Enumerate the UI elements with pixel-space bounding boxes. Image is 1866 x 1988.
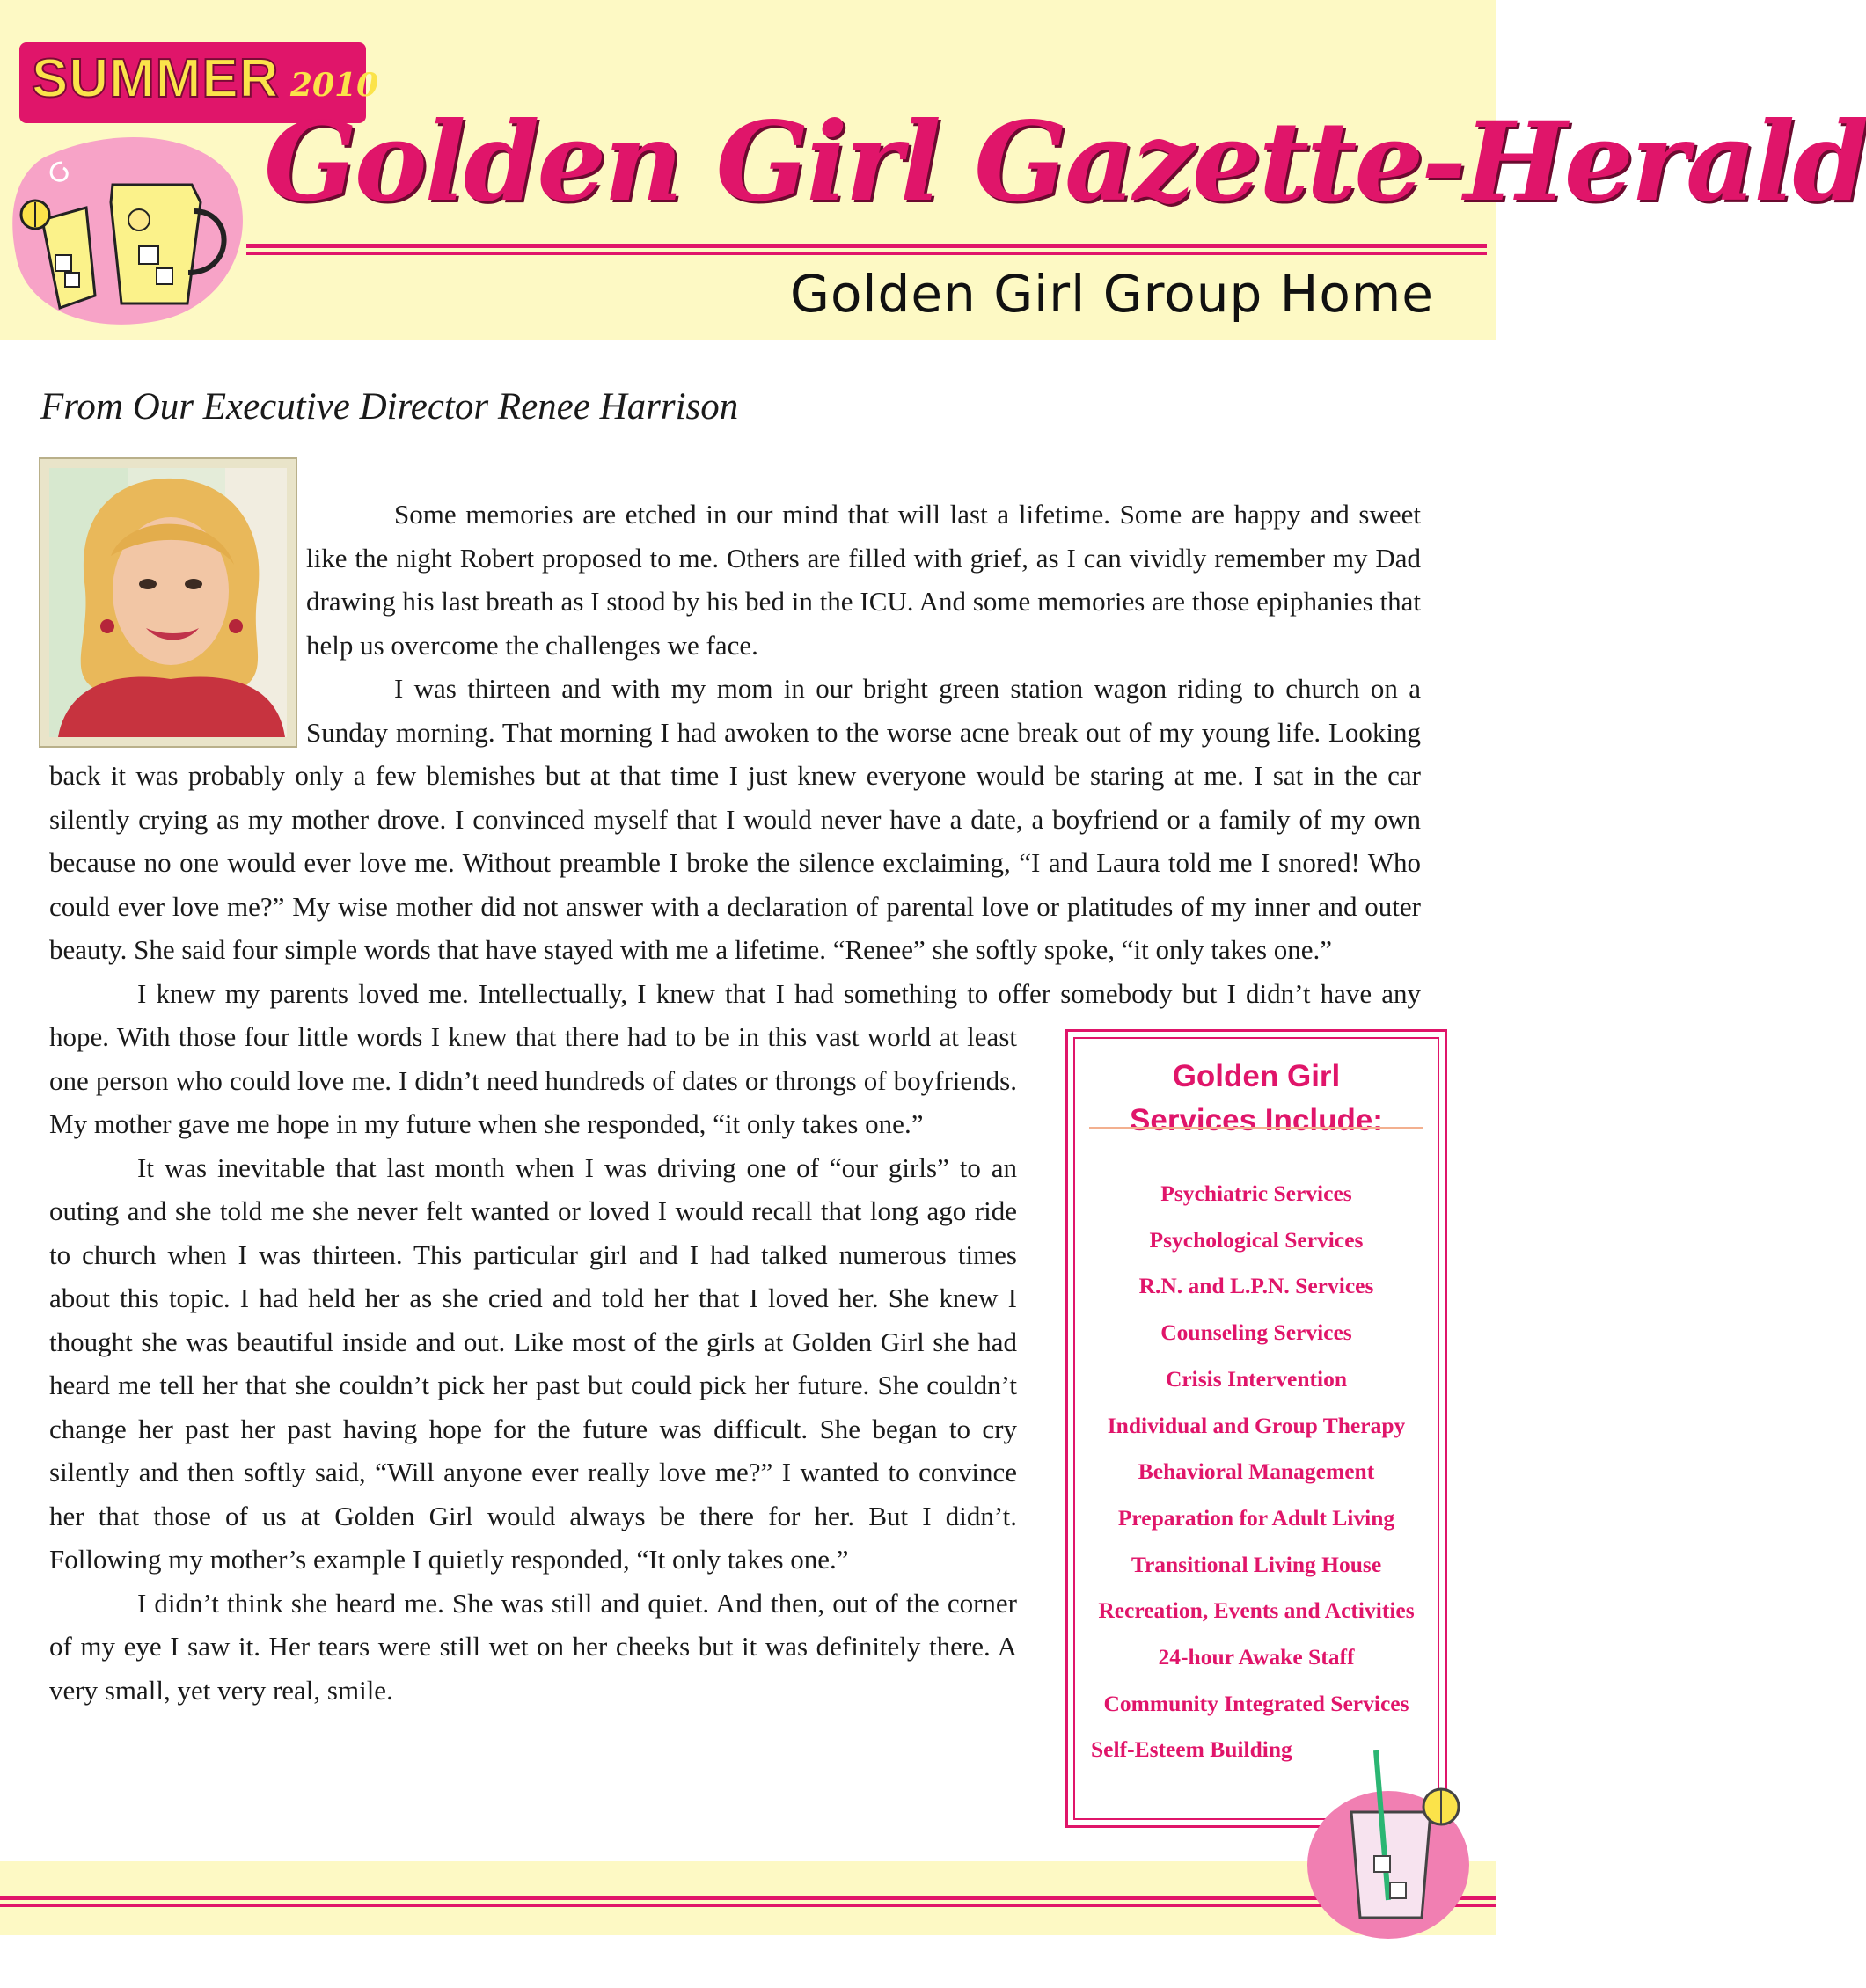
service-item: Crisis Intervention	[1165, 1365, 1348, 1392]
service-item: Community Integrated Services	[1103, 1690, 1409, 1716]
service-item: Preparation for Adult Living	[1117, 1504, 1395, 1531]
article-paragraph: I didn’t think she heard me. She was still and quiet. And then, out of the corner of my eye I saw it. Her tears were still wet on her cheeks but it was definitely there. A very small, yet very real, smile.	[49, 1587, 1017, 1706]
services-list	[1068, 1171, 1445, 1773]
service-item: 24-hour Awake Staff	[1158, 1644, 1355, 1670]
services-title	[1068, 1055, 1445, 1143]
article-paragraph: I was thirteen and with my mom in our bright green station wagon riding to church on a Sunday morning. That morning I had awoken to the worse acne break out of my young life. Looking back it was probably only a few blemishes but at that time I just knew everyone would be staring at me. I sat in the car silently crying as my mother drove. I convinced myself that I would never have a date, a boyfriend or a family of my own because no one would ever love me. Without preamble I broke the silence exclaiming, “I and Laura told me I snored! Who could ever love me?” My wise mother did not answer with a declaration of parental love or platitudes of my inner and outer beauty. She said four simple words that have stayed with me a lifetime. “Renee” she softly spoke, “it only takes one.”	[49, 673, 1421, 965]
service-item: Counseling Services	[1160, 1319, 1352, 1346]
article-heading: From Our Executive Director Renee Harrison	[40, 386, 739, 428]
service-item: Recreation, Events and Activities	[1098, 1597, 1415, 1624]
layout-spacer	[1421, 493, 1422, 1029]
masthead-divider	[246, 244, 1487, 248]
masthead-divider	[246, 252, 1487, 255]
services-divider	[1089, 1127, 1423, 1129]
article-paragraph: I knew my parents loved me. Intellectually, I knew that I had something to offer somebody but I didn’t have any hope. With those four little words I knew that there had to be in this vast world at least one person who could love me. I didn’t need hundreds of dates or throngs of boyfriends. My mother gave me hope in my future when she responded, “it only takes one.”	[49, 977, 1421, 1139]
photo-placeholder	[49, 487, 306, 751]
organization-name: Golden Girl Group Home	[790, 264, 1434, 324]
newsletter-title: Golden Girl Gazette-Herald	[264, 99, 1866, 226]
lemonade-glass-icon	[1290, 1742, 1492, 1935]
service-item: Self-Esteem Building	[1091, 1736, 1292, 1763]
service-item: Behavioral Management	[1138, 1458, 1375, 1485]
season-label: SUMMER	[32, 48, 280, 109]
service-item: Transitional Living House	[1131, 1551, 1382, 1577]
services-title-line: Services Include:	[1130, 1103, 1383, 1137]
service-item: R.N. and L.P.N. Services	[1138, 1273, 1374, 1299]
season-year: 2010	[290, 67, 379, 104]
service-item: Psychiatric Services	[1160, 1180, 1352, 1206]
article-paragraph: Some memories are etched in our mind that will last a lifetime. Some are happy and sweet like the night Robert proposed to me. Others are filled with grief, as I can vividly remember my Dad drawing his last breath as I stood by his bed in the ICU. And some memories are those epiphanies that help us overcome the challenges we face.	[306, 499, 1421, 661]
lemonade-pitcher-logo	[7, 123, 253, 334]
service-item: Individual and Group Therapy	[1107, 1412, 1406, 1438]
footer-divider	[0, 1896, 1496, 1900]
footer-divider	[0, 1904, 1496, 1907]
service-item: Psychological Services	[1149, 1226, 1364, 1253]
services-title-line: Golden Girl	[1172, 1059, 1341, 1093]
services-sidebar	[1065, 1029, 1447, 1828]
article-paragraph: It was inevitable that last month when I was driving one of “our girls” to an outing and she told me she never felt wanted or loved I would recall that long ago ride to church when I was thirteen. This particular girl and I had talked numerous times about this topic. I had held her as she cried and told her that I loved her. She knew I thought she was beautiful inside and out. Like most of the girls at Golden Girl she had heard me tell her that she couldn’t pick her past but could pick her future. She couldn’t change her past her past having hope for the future was difficult. She began to cry silently and then softly said, “Will anyone ever really love me?” I wanted to convince her that those of us at Golden Girl would always be there for her. But I didn’t. Following my mother’s example I quietly responded, “It only takes one.”	[49, 1151, 1017, 1575]
